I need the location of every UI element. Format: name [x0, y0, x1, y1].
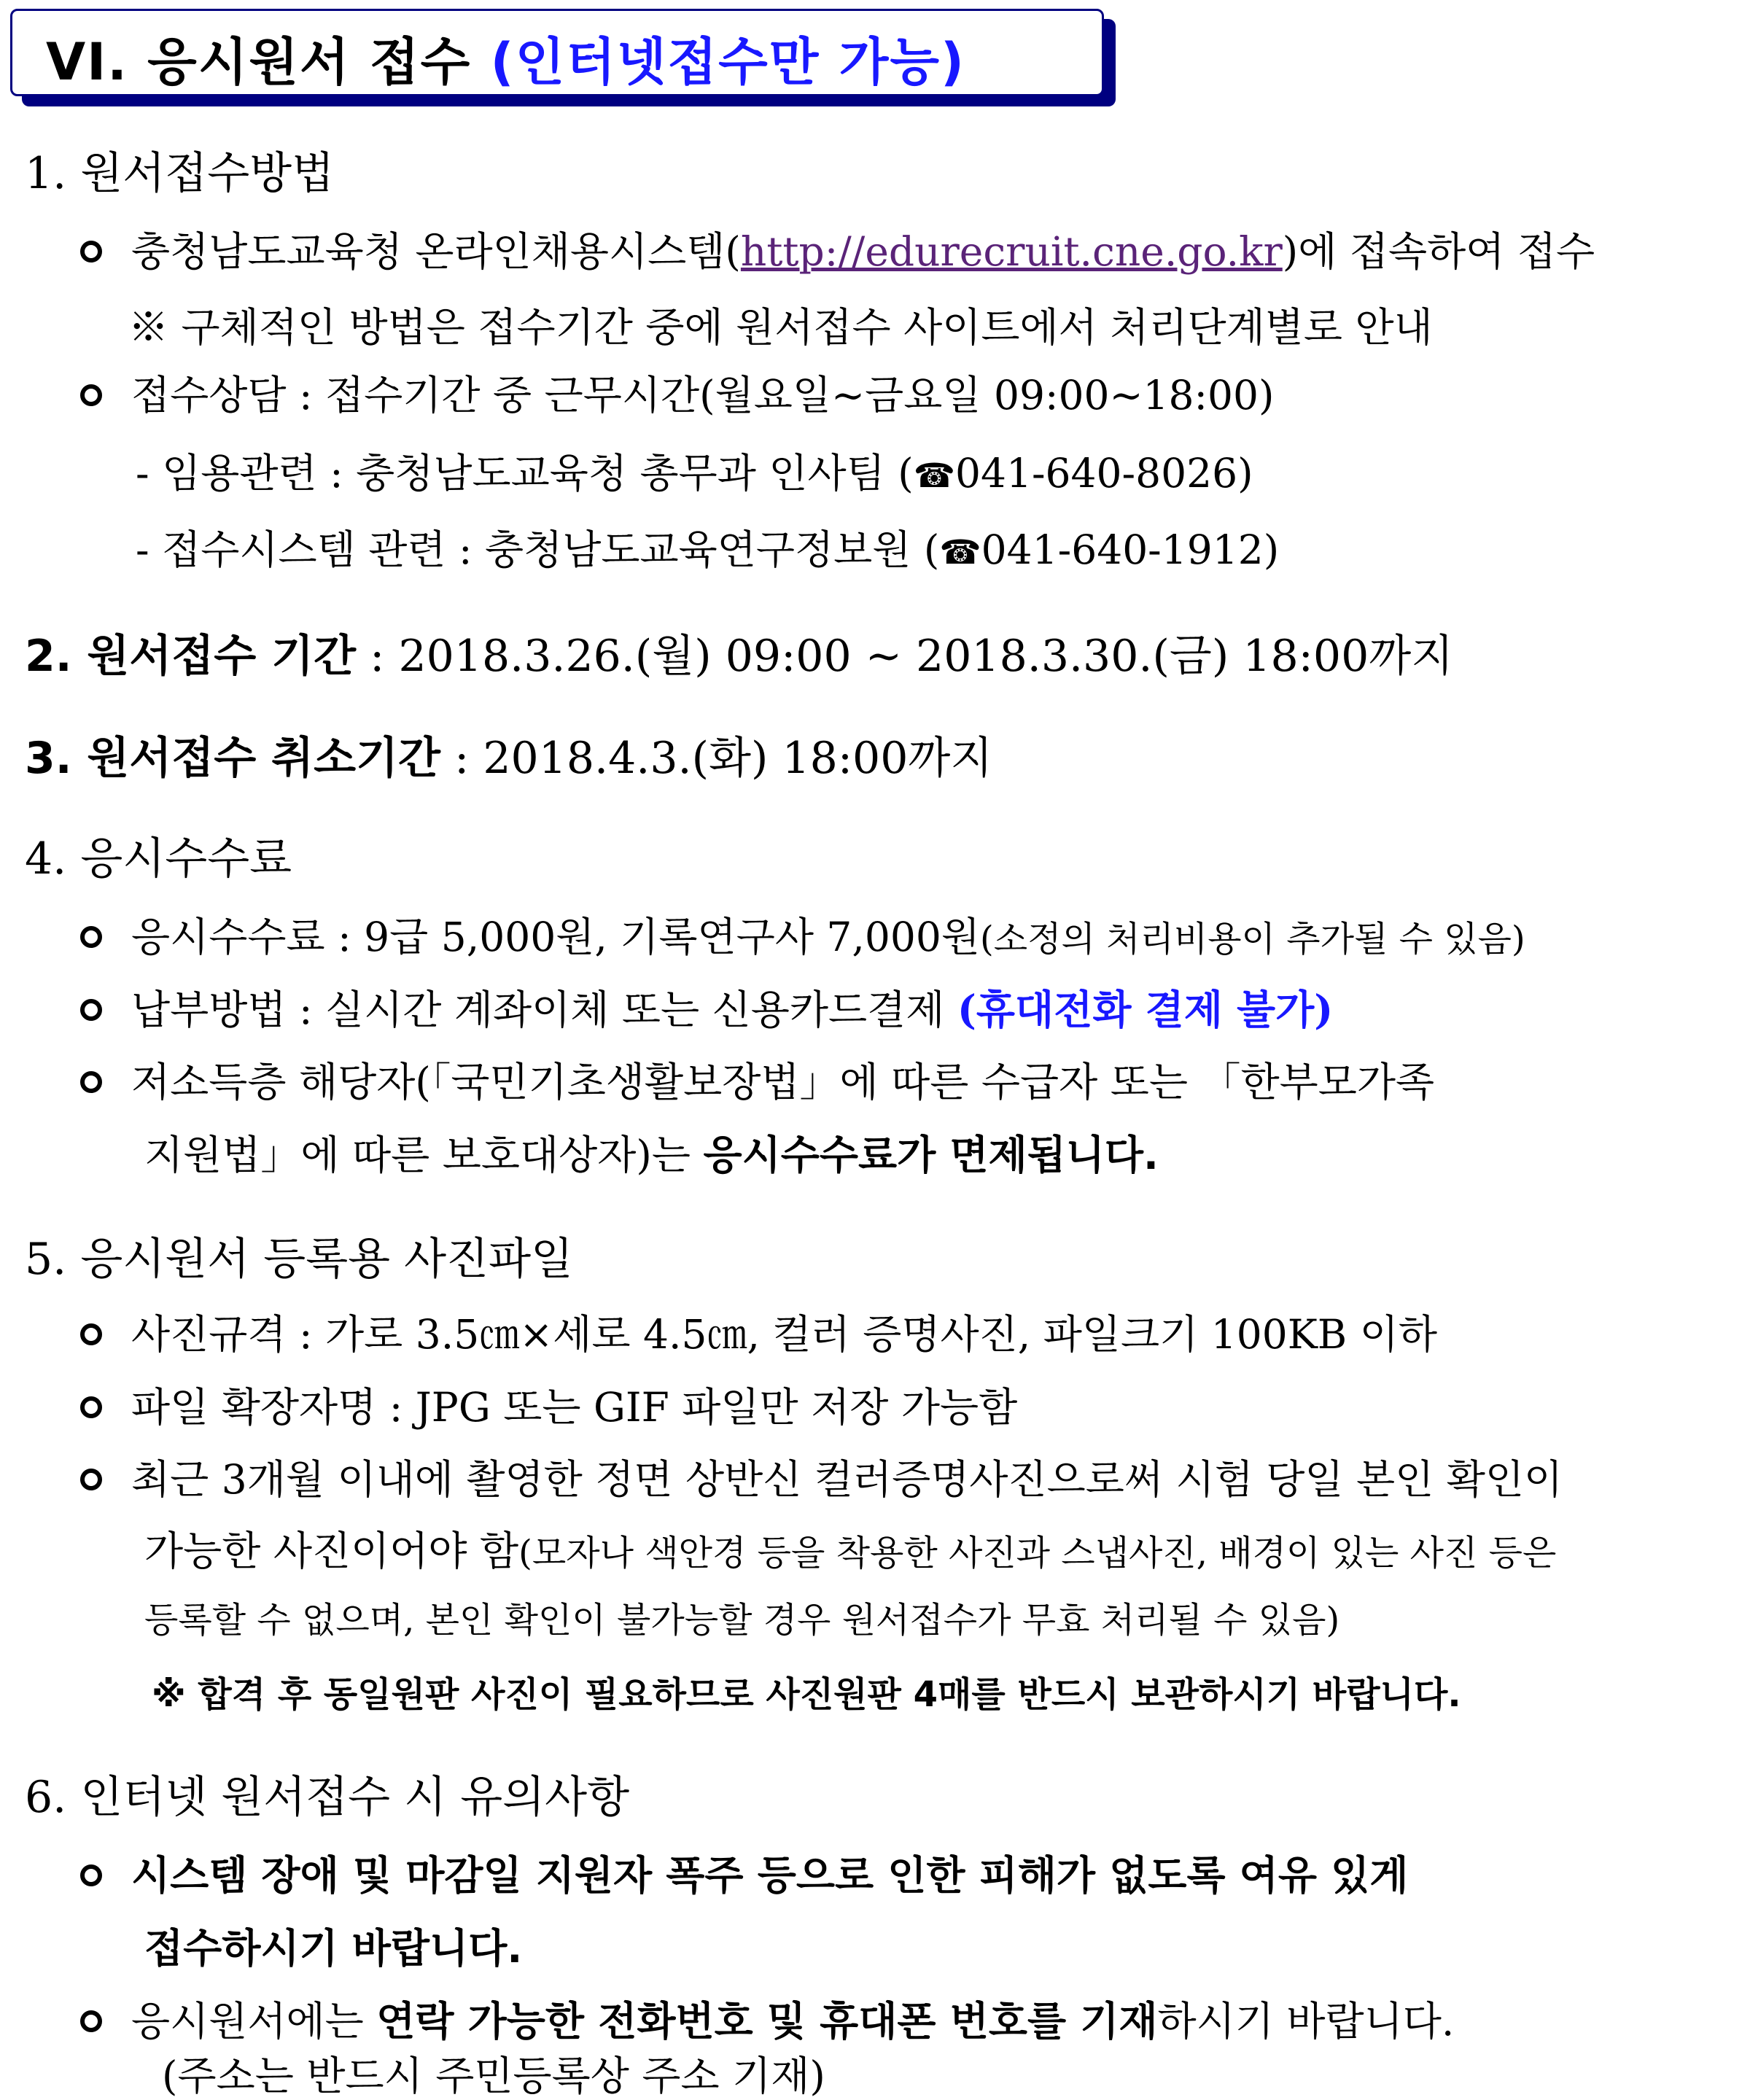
recruit-site-link[interactable]: http://edurecruit.cne.go.kr: [740, 228, 1283, 275]
s1-d1-number: 041-640-8026): [955, 450, 1253, 497]
s5-b1-text: 사진규격 : 가로 3.5㎝×세로 4.5㎝, 컬러 증명사진, 파일크기 100KB 이하: [131, 1311, 1437, 1358]
s3-line: [25, 733, 993, 784]
s6-heading: 6. 인터넷 원서접수 시 유의사항: [25, 1772, 630, 1823]
bullet-icon: [80, 1864, 102, 1886]
s1-dash-1: [136, 450, 1253, 497]
s4-heading: 4. 응시수수료: [25, 833, 292, 884]
s2-heading: 2. 원서접수 기간: [25, 631, 357, 682]
s5-bullet-1: [80, 1311, 1437, 1358]
s1-b1-text: 충청남도교육청 온라인채용시스템(: [131, 228, 741, 275]
s3-heading: 3. 원서접수 취소기간: [25, 733, 440, 784]
s5-heading: 5. 응시원서 등록용 사진파일: [25, 1234, 574, 1285]
s1-b2-text: 접수상담 : 접수기간 중 근무시간(월요일~금요일 09:00~18:00): [131, 372, 1275, 419]
s4-b3-line2: 지원법」에 따른 보호대상자)는: [144, 1132, 704, 1178]
section-title: [46, 21, 965, 95]
phone-icon: ☎: [913, 456, 955, 495]
s4-b2-text: 납부방법 : 실시간 계좌이체 또는 신용카드결제: [131, 987, 957, 1033]
s4-bullet-3-cont: [144, 1132, 1159, 1178]
s1-dash-2: [136, 526, 1280, 573]
title-main: VI. 응시원서 접수: [46, 32, 491, 92]
phone-icon: ☎: [939, 532, 981, 572]
s5-b3-line2: 가능한 사진이어야 함: [144, 1528, 519, 1574]
s6-b2-pre: 응시원서에는: [131, 1998, 377, 2045]
s2-text: : 2018.3.26.(월) 09:00 ~ 2018.3.30.(금) 18:00까지: [356, 631, 1454, 682]
s1-heading: 1. 원서접수방법: [25, 148, 335, 199]
s5-bullet-3: [80, 1456, 1563, 1503]
s6-bullet-1: [80, 1852, 1409, 1899]
s4-bullet-1: [80, 914, 1525, 960]
s5-note: ※ 합격 후 동일원판 사진이 필요하므로 사진원판 4매를 반드시 보관하시기 바랍니다.: [152, 1674, 1461, 1715]
s1-d2-number: 041-640-1912): [981, 526, 1280, 573]
s5-b3-line1: 최근 3개월 이내에 촬영한 정면 상반신 컬러증명사진으로써 시험 당일 본인 확인이: [131, 1456, 1563, 1503]
s6-b2-bold: 연락 가능한 전화번호 및 휴대폰 번호를 기재: [376, 1998, 1158, 2045]
bullet-icon: [80, 384, 102, 406]
s1-bullet-2: [80, 372, 1275, 419]
s2-line: [25, 631, 1454, 682]
s6-bullet-2-cont: (주소는 반드시 주민등록상 주소 기재): [162, 2053, 825, 2099]
bullet-icon: [80, 999, 102, 1021]
s5-bullet-3-line3: 등록할 수 없으며, 본인 확인이 불가능할 경우 원서접수가 무효 처리될 수 있음): [144, 1600, 1340, 1641]
s6-bullet-1-cont: 접수하시기 바랍니다.: [144, 1925, 523, 1972]
s4-b2-blue: (휴대전화 결제 불가): [957, 986, 1334, 1033]
s1-b1-post: )에 접속하여 접수: [1282, 228, 1595, 275]
bullet-icon: [80, 1071, 102, 1093]
bullet-icon: [80, 1396, 102, 1418]
s6-bullet-2: [80, 1998, 1455, 2045]
s4-b1-text: 응시수수료 : 9급 5,000원, 기록연구사 7,000원: [131, 914, 981, 960]
s1-d2-text: - 접수시스템 관련 : 충청남도교육연구정보원 (: [136, 526, 940, 573]
s4-bullet-2: [80, 986, 1334, 1033]
s4-b1-small: (소정의 처리비용이 추가될 수 있음): [980, 919, 1525, 960]
bullet-icon: [80, 926, 102, 948]
s4-bullet-3: [80, 1059, 1435, 1105]
s3-text: : 2018.4.3.(화) 18:00까지: [440, 733, 993, 784]
s6-b1-line1: 시스템 장애 및 마감일 지원자 폭주 등으로 인한 피해가 없도록 여유 있게: [131, 1852, 1409, 1899]
s4-b3-line1: 저소득층 해당자(「국민기초생활보장법」에 따른 수급자 또는 「한부모가족: [131, 1059, 1435, 1105]
bullet-icon: [80, 1323, 102, 1345]
s6-b2-post: 하시기 바랍니다.: [1157, 1998, 1455, 2045]
bullet-icon: [80, 2010, 102, 2032]
bullet-icon: [80, 241, 102, 262]
s5-bullet-3-line2: [144, 1528, 1557, 1574]
bullet-icon: [80, 1469, 102, 1490]
s1-bullet-1: [80, 228, 1595, 275]
s1-note: ※ 구체적인 방법은 접수기간 중에 원서접수 사이트에서 처리단계별로 안내: [128, 304, 1433, 351]
s1-d1-text: - 임용관련 : 충청남도교육청 총무과 인사팀 (: [136, 450, 914, 497]
s5-bullet-2: [80, 1384, 1018, 1431]
s5-b2-text: 파일 확장자명 : JPG 또는 GIF 파일만 저장 가능함: [131, 1384, 1018, 1431]
title-accent: (인터넷접수만 가능): [490, 32, 965, 92]
s4-b3-bold: 응시수수료가 면제됩니다.: [703, 1132, 1159, 1178]
section-title-box: [10, 9, 1104, 96]
s5-b3-line2-small: (모자나 색안경 등을 착용한 사진과 스냅사진, 배경이 있는 사진 등은: [518, 1533, 1557, 1574]
